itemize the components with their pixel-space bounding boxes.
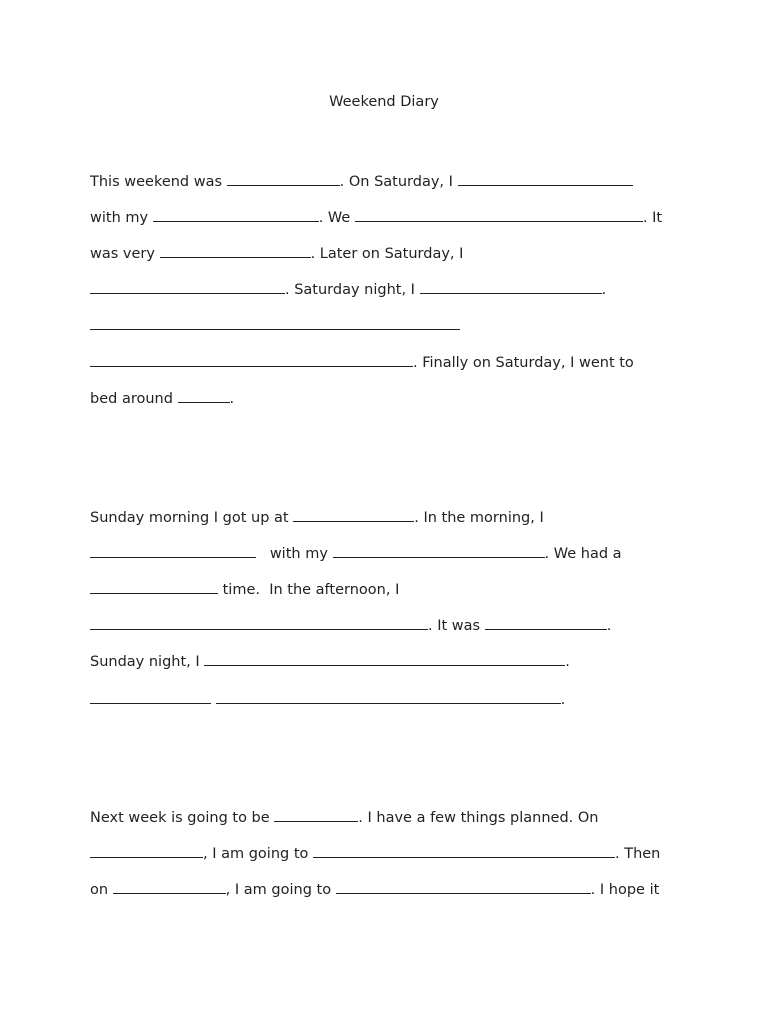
text-segment: Next week is going to be <box>90 810 275 826</box>
blank-sunday-night-cont-a[interactable] <box>90 689 211 704</box>
text-segment: on <box>90 882 113 898</box>
blank-plan-2[interactable] <box>336 879 591 894</box>
blank-we[interactable] <box>355 207 643 222</box>
blank-saturday-night[interactable] <box>420 279 602 294</box>
blank-with-my[interactable] <box>153 207 319 222</box>
text-segment: . On Saturday, I <box>339 174 458 190</box>
sunday-line-6 <box>90 689 565 709</box>
text-segment: . <box>560 692 566 708</box>
text-segment: . Then <box>615 846 661 862</box>
sunday-line-4 <box>90 615 611 635</box>
text-segment: , I am going to <box>225 882 336 898</box>
text-segment: time. In the afternoon, I <box>218 582 400 598</box>
saturday-line-1 <box>90 171 633 191</box>
text-segment: . We had a <box>544 546 622 562</box>
text-segment: . <box>606 618 612 634</box>
saturday-line-7 <box>90 388 234 408</box>
blank-saturday-night-cont-2[interactable] <box>90 352 413 367</box>
text-segment: with my <box>256 546 333 562</box>
text-segment: . In the morning, I <box>414 510 544 526</box>
saturday-line-2 <box>90 207 662 227</box>
blank-next-week[interactable] <box>274 807 358 822</box>
text-segment: . <box>565 654 570 670</box>
text-segment: . Later on Saturday, I <box>310 246 464 262</box>
next-week-line-1 <box>90 807 598 827</box>
text-segment: . <box>601 282 607 298</box>
blank-bed-around[interactable] <box>178 388 230 403</box>
text-segment: . <box>229 391 235 407</box>
text-segment: . It was <box>428 618 485 634</box>
text-segment: . Saturday night, I <box>285 282 420 298</box>
blank-day-2[interactable] <box>113 879 226 894</box>
blank-sunday-with-my[interactable] <box>333 543 545 558</box>
blank-morning-activity[interactable] <box>90 543 256 558</box>
blank-weekend-was[interactable] <box>227 171 340 186</box>
next-week-line-2 <box>90 843 660 863</box>
saturday-line-3 <box>90 243 463 263</box>
text-segment: with my <box>90 210 153 226</box>
text-segment: Sunday morning I got up at <box>90 510 294 526</box>
sunday-line-2 <box>90 543 622 563</box>
blank-got-up-at[interactable] <box>293 507 414 522</box>
document-title: Weekend Diary <box>329 94 439 110</box>
saturday-line-6 <box>90 352 634 372</box>
blank-day-1[interactable] <box>90 843 203 858</box>
text-segment: Sunday night, I <box>90 654 205 670</box>
text-segment: This weekend was <box>90 174 227 190</box>
text-segment: bed around <box>90 391 178 407</box>
saturday-line-5 <box>90 315 460 335</box>
text-segment: , I am going to <box>203 846 313 862</box>
text-segment: . I hope it <box>590 882 660 898</box>
text-segment: was very <box>90 246 160 262</box>
blank-plan-1[interactable] <box>313 843 615 858</box>
blank-later-saturday[interactable] <box>90 279 285 294</box>
blank-saturday-night-cont[interactable] <box>90 315 460 330</box>
blank-was-very[interactable] <box>160 243 311 258</box>
sunday-line-5 <box>90 651 570 671</box>
sunday-line-3 <box>90 579 399 599</box>
sunday-line-1 <box>90 507 544 527</box>
blank-saturday-activity[interactable] <box>458 171 633 186</box>
blank-it-was[interactable] <box>485 615 607 630</box>
blank-we-had-a[interactable] <box>90 579 218 594</box>
text-segment: . I have a few things planned. On <box>358 810 599 826</box>
blank-afternoon-activity[interactable] <box>90 615 428 630</box>
text-segment: . We <box>318 210 355 226</box>
saturday-line-4 <box>90 279 606 299</box>
next-week-line-3 <box>90 879 659 899</box>
blank-sunday-night[interactable] <box>204 651 565 666</box>
text-segment: . Finally on Saturday, I went to <box>413 355 634 371</box>
text-segment: . It <box>642 210 663 226</box>
blank-sunday-night-cont-b[interactable] <box>216 689 561 704</box>
